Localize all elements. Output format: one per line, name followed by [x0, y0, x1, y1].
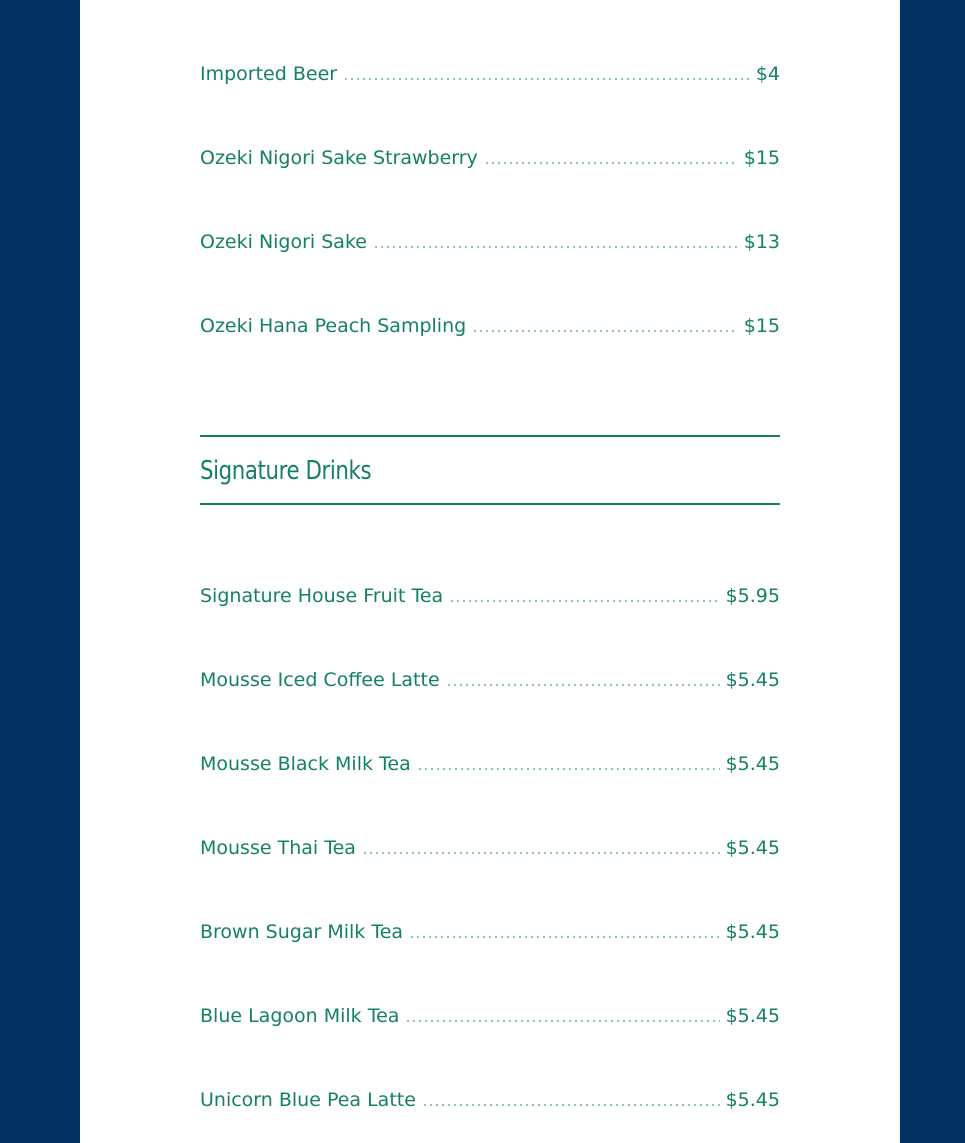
menu-item: [200, 1082, 780, 1112]
menu-item-price: $15: [743, 147, 780, 169]
menu-item-name: Blue Lagoon Milk Tea: [200, 1005, 400, 1027]
menu-item-price: $5.45: [725, 837, 780, 859]
dot-leader: [343, 77, 750, 81]
menu-item-name: Ozeki Nigori Sake Strawberry: [200, 147, 478, 169]
menu-item-name: Mousse Iced Coffee Latte: [200, 669, 440, 691]
section-title-signature-drinks: Signature Drinks: [200, 456, 372, 486]
dot-leader: [409, 935, 720, 939]
menu-item: [200, 308, 780, 338]
menu-item-name: Unicorn Blue Pea Latte: [200, 1089, 416, 1111]
dot-leader: [446, 683, 720, 687]
menu-item: [200, 56, 780, 86]
menu-item-price: $5.45: [725, 921, 780, 943]
menu-item-price: $4: [755, 63, 780, 85]
dot-leader: [472, 329, 738, 333]
menu-item-name: Ozeki Nigori Sake: [200, 231, 367, 253]
dot-leader: [373, 245, 738, 249]
dot-leader: [449, 599, 719, 603]
menu-item-price: $5.45: [725, 669, 780, 691]
dot-leader: [405, 1019, 719, 1023]
menu-item: [200, 830, 780, 860]
menu-page: [80, 0, 900, 1143]
menu-item-name: Signature House Fruit Tea: [200, 585, 444, 607]
menu-item: [200, 662, 780, 692]
dot-leader: [422, 1103, 720, 1107]
dot-leader: [484, 161, 738, 165]
menu-item-price: $5.95: [725, 585, 780, 607]
menu-item-price: $5.45: [725, 1089, 780, 1111]
menu-item-name: Mousse Thai Tea: [200, 837, 356, 859]
dot-leader: [362, 851, 720, 855]
menu-item: [200, 998, 780, 1028]
dot-leader: [417, 767, 720, 771]
menu-item-price: $5.45: [725, 1005, 780, 1027]
menu-item: [200, 746, 780, 776]
menu-item: [200, 140, 780, 170]
menu-item-name: Mousse Black Milk Tea: [200, 753, 411, 775]
menu-item: [200, 578, 780, 608]
section-bottom-rule: [200, 503, 780, 505]
menu-item-name: Imported Beer: [200, 63, 338, 85]
menu-item-name: Ozeki Hana Peach Sampling: [200, 315, 467, 337]
section-top-rule: [200, 435, 780, 437]
menu-item-price: $15: [743, 315, 780, 337]
menu-item-name: Brown Sugar Milk Tea: [200, 921, 404, 943]
menu-item: [200, 224, 780, 254]
menu-item-price: $5.45: [725, 753, 780, 775]
menu-item: [200, 914, 780, 944]
menu-item-price: $13: [743, 231, 780, 253]
